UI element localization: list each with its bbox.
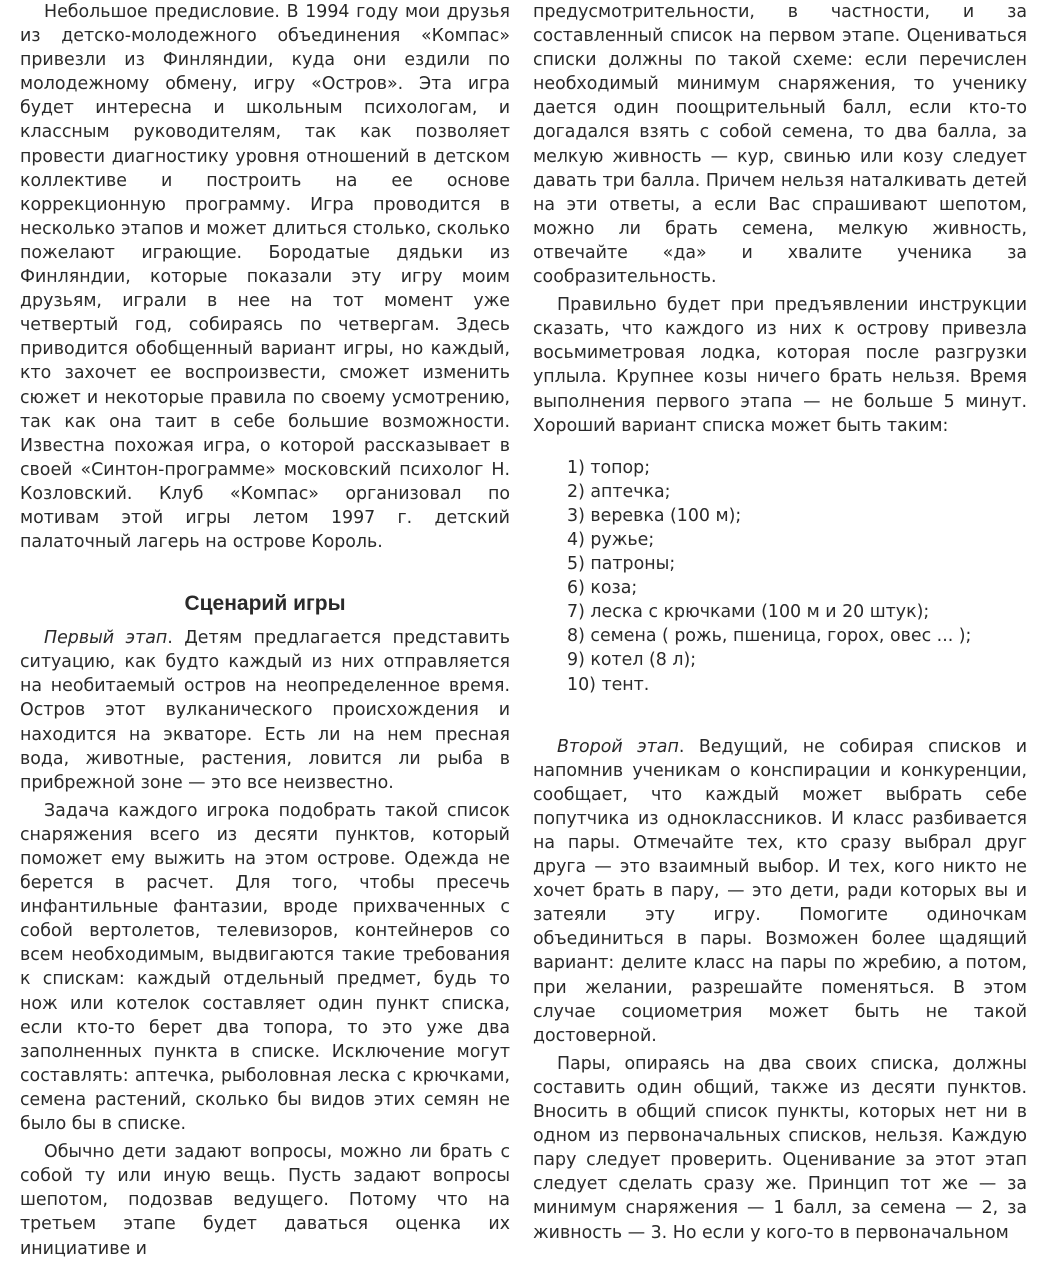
stage2-paragraph: [533, 735, 1027, 1048]
list-spacer: [533, 697, 1027, 735]
left-column: [20, 0, 510, 1261]
list-item: 8) семена ( рожь, пшеница, горох, овес ... );: [567, 626, 972, 647]
list-item: 2) аптечка;: [567, 481, 671, 502]
list-item: 6) коза;: [567, 578, 638, 599]
list-item: 3) веревка (100 м);: [567, 505, 742, 526]
instruction-paragraph: Правильно будет при предъявлении инструкции сказать, что каждого из них к острову привезла восьмиметровая лодка, которая после разгрузки уплыла. Крупнее козы ничего брать нельзя. Время выполнения первого этапа — не больше 5 минут. Хороший вариант списка может быть таким:: [533, 295, 1027, 436]
preface-paragraph: Небольшое предисловие. В 1994 году мои друзья из детско-молодежного объединения «Компас» привезли из Финляндии, куда они ездили по молодежному обмену, игру «Остров». Эта игра будет интересна и школьным психологам, и классным руководителям, так как позволяет провести диагностику уровня отношений в детском коллективе и построить на ее основе коррекционную программу. Игра проводится в несколько этапов и может длиться столько, сколько пожелают играющие. Бородатые дядьки из Финляндии, которые показали эту игру моим друзьям, играли в нее на тот момент уже четвертый год, собираясь по четвергам. Здесь приводится обобщенный вариант игры, но каждый, кто захочет ее воспроизвести, сможет изменить сюжет и некоторые правила по своему усмотрению, так как она таит в себе большие возможности. Известна похожая игра, о которой рассказывает в своей «Синтон-программе» московский психолог Н. Козловский. Клуб «Компас» организовал по мотивам этой игры летом 1997 г. детский палаточный лагерь на острове Король.: [20, 2, 510, 553]
list-item: 10) тент.: [567, 674, 650, 695]
continuation-paragraph: предусмотрительности, в частности, и за составленный список на первом этапе. Оцениваться списки должны по такой схеме: если перечислен необходимый минимум снаряжения, то ученику дается один поощрительный балл, если кто-то догадался взять с собой семена, то два балла, за мелкую живность — кур, свинью или козу следует давать три балла. Причем нельзя наталкивать детей на эти ответы, а если Вас спрашивают шепотом, можно ли брать семена, мелкую живность, отвечайте «да» и хвалите ученика за сообразительность.: [533, 2, 1027, 288]
pairs-paragraph: Пары, опираясь на два своих списка, должны составить один общий, также из десяти пунктов. Вносить в общий список пункты, которых нет ни в одном из первоначальных списков, нельзя. Каждую пару следует проверить. Оценивание за этот этап следует сделать сразу же. Принцип тот же — за минимум снаряжения — 1 балл, за семена — 2, за живность — 3. Но если у кого-то в первоначальном: [533, 1053, 1027, 1243]
list-item: 9) котел (8 л);: [567, 650, 697, 671]
task-paragraph: Задача каждого игрока подобрать такой список снаряжения всего из десяти пунктов, который поможет ему выжить на этом острове. Одежда не берется в расчет. Для того, чтобы пресечь инфантильные фантазии, вроде прихваченных с собой вертолетов, телевизоров, контейнеров со всем необходимым, выдвигаются такие требования к спискам: каждый отдельный предмет, будь то нож или котелок составляет один пункт списка, если кто-то берет два топора, то это уже два заполненных пункта в списке. Исключение могут составлять: аптечка, рыболовная леска с крючками, семена растений, сколько бы видов этих семян не было бы в списке.: [20, 800, 510, 1135]
list-item: 4) ружье;: [567, 529, 655, 550]
stage1-label: Первый этап: [44, 628, 168, 649]
list-item: 7) леска с крючками (100 м и 20 штук);: [567, 602, 930, 623]
stage2-label: Второй этап: [557, 736, 679, 757]
right-column: [533, 0, 1027, 1245]
stage2-text: . Ведущий, не собирая списков и напомнив ученикам о конспирации и конкуренции, сообщает, что каждый может выбрать себе попутчика из одноклассников. И класс разбивается на пары. Отмечайте тех, кто сразу выбрал друг друга — это взаимный выбор. И тех, кого никто не хочет брать в пару, — это дети, ради которых вы и затеяли эту игру. Помогите одиночкам объединиться в пары. Возможен более щадящий вариант: делите класс на пары по жребию, а потом, при желании, разрешайте поменяться. В этом случае социометрия может быть не такой достоверной.: [533, 736, 1027, 1046]
equipment-list: [533, 456, 1027, 697]
questions-paragraph: Обычно дети задают вопросы, можно ли брать с собой ту или иную вещь. Пусть задают вопросы шепотом, подозвав ведущего. Потому что на третьем этапе будет даваться оценка их инициативе и: [20, 1142, 510, 1259]
list-item: 1) топор;: [567, 457, 651, 478]
section-heading: Сценарий игры: [184, 592, 346, 616]
stage1-paragraph: [20, 626, 510, 795]
list-item: 5) патроны;: [567, 554, 676, 575]
stage1-text: . Детям предлагается представить ситуацию, как будто каждый из них отправляется на необитаемый остров на неопределенное время. Остров этот вулканического происхождения и находится на экваторе. Есть ли на нем пресная вода, животные, растения, ловится ли рыба в прибрежной зоне — это все неизвестно.: [20, 628, 511, 793]
